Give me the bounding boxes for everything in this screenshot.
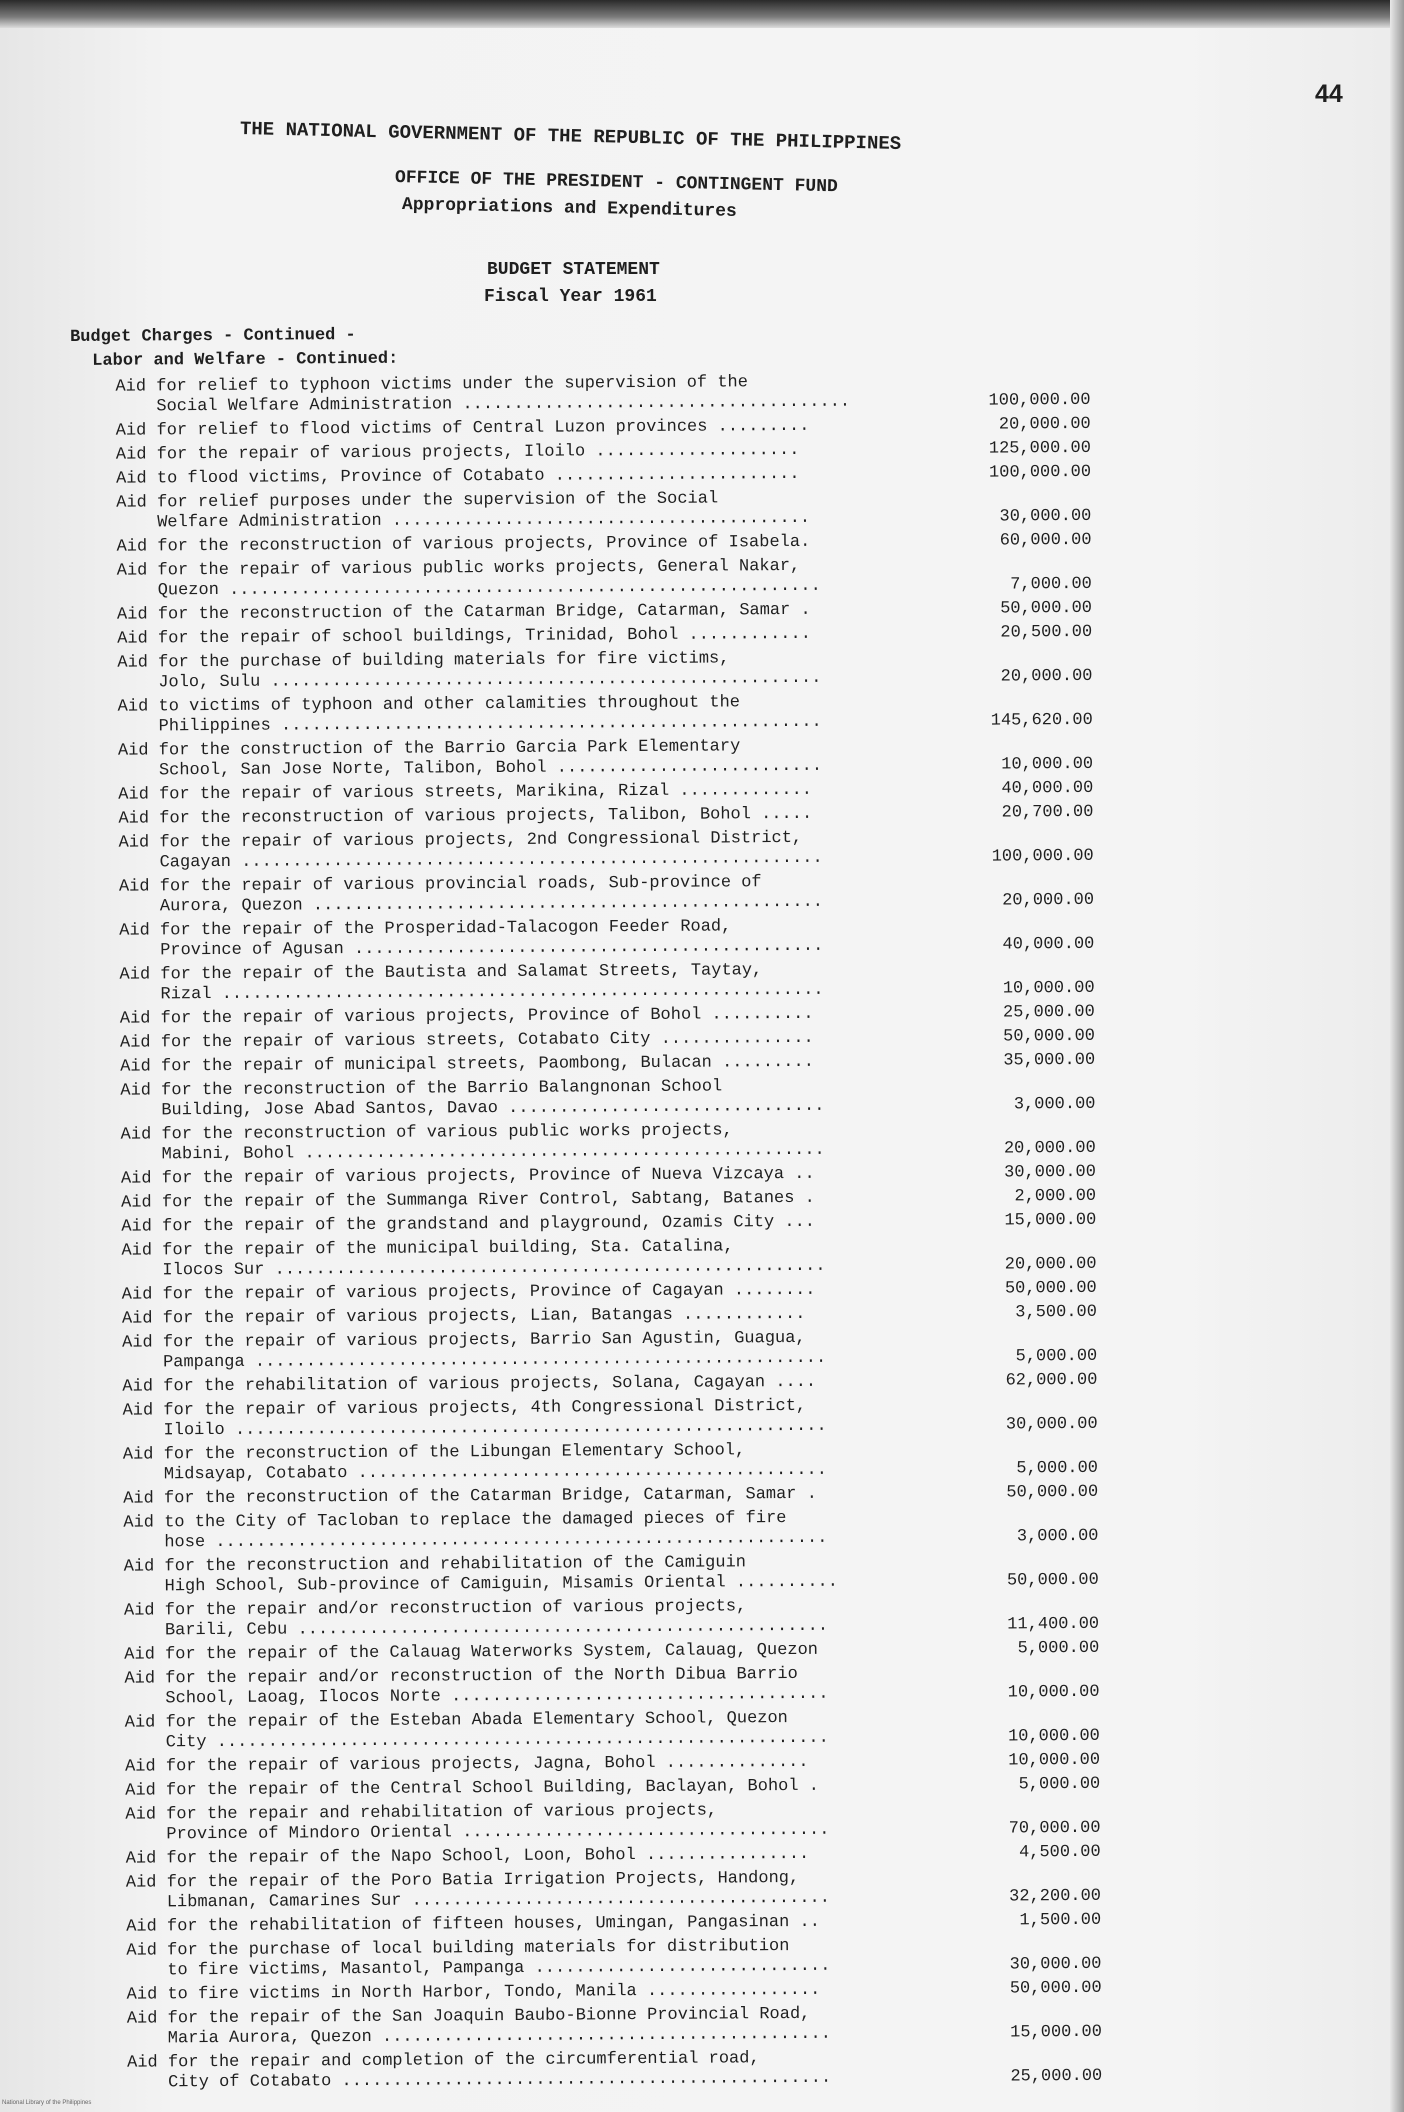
item-amount: 70,000.00 <box>1008 1818 1101 1839</box>
item-description: Aid for the repair of various projects, Barrio San Agustin, Guagua, Pampanga ........................................................ <box>122 1328 827 1373</box>
budget-item <box>71 487 1091 534</box>
item-description: Aid for relief purposes under the supervision of the Social Welfare Administration ......................................... <box>116 489 811 533</box>
item-amount: 3,000.00 <box>1016 1526 1099 1547</box>
item-amount: 4,500.00 <box>1018 1842 1101 1863</box>
item-amount: 15,000.00 <box>1010 2022 1103 2043</box>
budget-item <box>76 1235 1096 1282</box>
item-amount: 30,000.00 <box>999 506 1092 527</box>
page-number: 44 <box>1315 80 1343 108</box>
item-description: Aid for the repair of the Prosperidad-Talacogon Feeder Road, Province of Agusan .............................................. <box>119 917 824 961</box>
budget-item <box>72 647 1092 694</box>
item-description: Aid for the repair of various projects, Jagna, Bohol .............. <box>124 1752 809 1777</box>
item-amount: 100,000.00 <box>988 390 1091 411</box>
budget-item <box>77 1279 1097 1306</box>
item-description: Aid for the repair of various projects, Province of Cagayan ........ <box>121 1280 816 1305</box>
item-description: Aid for the repair of various public works projects, General Nakar, Quezon .......................................................... <box>116 556 821 601</box>
budget-item <box>82 2003 1102 2050</box>
library-footer: National Library of the Philippines <box>2 2100 92 2106</box>
item-amount: 20,000.00 <box>1002 890 1095 911</box>
budget-item <box>79 1551 1099 1598</box>
office-title: OFFICE OF THE PRESIDENT - CONTINGENT FUND <box>394 168 838 198</box>
item-description: Aid for the repair of the Esteban Abada Elementary School, Quezon City ............................................................ <box>124 1709 829 1753</box>
budget-item <box>75 1027 1095 1054</box>
item-description: Aid for the repair of municipal streets, Paombong, Bulacan ......... <box>120 1052 814 1077</box>
budget-item <box>78 1507 1098 1554</box>
budget-item <box>78 1439 1098 1486</box>
item-description: Aid for the reconstruction of various projects, Talibon, Bohol ..... <box>118 804 813 829</box>
budget-item <box>71 415 1091 442</box>
item-amount: 100,000.00 <box>991 846 1094 867</box>
item-description: Aid for the repair of various projects, Iloilo .................... <box>115 440 800 465</box>
item-description: Aid for the purchase of local building materials for distribution to fire victims, Masantol, Pampanga ............................. <box>126 1937 831 1981</box>
item-description: Aid for the repair of various projects, Province of Nueva Vizcaya .. <box>120 1164 815 1189</box>
item-description: Aid for the repair and/or reconstruction of the North Dibua Barrio School, Laoag, Ilocos Norte ..................................... <box>124 1664 829 1709</box>
item-amount: 50,000.00 <box>1009 1978 1102 1999</box>
budget-item <box>74 871 1094 918</box>
item-description: Aid for the repair of the Central School Building, Baclayan, Bohol . <box>125 1776 819 1801</box>
budget-item <box>77 1371 1097 1398</box>
item-description: Aid to victims of typhoon and other calamities throughout the Philippines ..................................................... <box>117 693 822 737</box>
budget-item <box>78 1483 1098 1510</box>
item-amount: 11,400.00 <box>1007 1614 1100 1635</box>
scan-top-shadow <box>0 0 1404 28</box>
government-title: THE NATIONAL GOVERNMENT OF THE REPUBLIC OF THE PHILIPPINES <box>239 118 902 156</box>
budget-item <box>75 1051 1095 1078</box>
item-amount: 40,000.00 <box>1002 934 1095 955</box>
item-amount: 30,000.00 <box>1004 1162 1096 1183</box>
item-description: Aid for relief to typhoon victims under the supervision of the Social Welfare Administration ...................................... <box>115 373 851 417</box>
item-amount: 20,500.00 <box>1000 622 1093 643</box>
subsection-heading: Labor and Welfare - Continued: <box>92 349 399 371</box>
budget-item <box>81 1867 1101 1914</box>
budget-item <box>77 1327 1097 1374</box>
item-description: Aid to flood victims, Province of Cotabato ........................ <box>116 464 800 489</box>
budget-item <box>73 779 1093 806</box>
budget-items-list <box>70 371 1102 2094</box>
item-description: Aid for the repair of the grandstand and playground, Ozamis City ... <box>121 1212 816 1237</box>
item-amount: 30,000.00 <box>1005 1414 1098 1435</box>
item-description: Aid for the repair of various provincial roads, Sub-province of Aurora, Quezon .................................................. <box>118 873 824 917</box>
budget-item <box>73 803 1093 830</box>
budget-item <box>73 691 1093 738</box>
item-amount: 5,000.00 <box>1017 1638 1100 1659</box>
item-description: Aid for the repair of various streets, Cotabato City ............... <box>119 1028 814 1053</box>
budget-item <box>74 959 1094 1006</box>
item-amount: 20,000.00 <box>998 414 1091 435</box>
budget-body <box>70 319 1103 2093</box>
item-amount: 50,000.00 <box>1006 1570 1099 1591</box>
item-amount: 1,500.00 <box>1019 1910 1102 1931</box>
budget-item <box>72 599 1092 626</box>
budget-item <box>70 371 1090 418</box>
item-description: Aid for the reconstruction of various public works projects, Mabini, Bohol ................................................... <box>120 1121 825 1165</box>
item-amount: 2,000.00 <box>1014 1186 1097 1207</box>
item-amount: 35,000.00 <box>1003 1050 1096 1071</box>
item-amount: 10,000.00 <box>1001 754 1094 775</box>
item-amount: 10,000.00 <box>1008 1750 1101 1771</box>
budget-statement-title: BUDGET STATEMENT <box>487 260 660 280</box>
item-amount: 125,000.00 <box>988 438 1091 459</box>
item-description: Aid for the reconstruction of the Barrio Balangnonan School Building, Jose Abad Santos, Davao ............................... <box>120 1077 825 1121</box>
item-amount: 5,000.00 <box>1016 1458 1099 1479</box>
item-description: Aid for the repair of the municipal building, Sta. Catalina, Ilocos Sur ...................................................... <box>121 1237 826 1281</box>
item-description: Aid for the reconstruction and rehabilitation of the Camiguin High School, Sub-province of Camiguin, Misamis Oriental .......... <box>123 1553 838 1597</box>
item-amount: 3,500.00 <box>1015 1302 1097 1323</box>
budget-item <box>74 827 1094 874</box>
item-amount: 20,000.00 <box>1003 1138 1096 1159</box>
budget-item <box>76 1187 1096 1214</box>
item-amount: 100,000.00 <box>988 462 1092 483</box>
budget-item <box>73 735 1093 782</box>
budget-item <box>71 531 1091 558</box>
item-description: Aid for the repair of the Napo School, Loon, Bohol ................ <box>125 1844 810 1869</box>
budget-item <box>80 1707 1100 1754</box>
section-heading: Budget Charges - Continued - <box>70 326 356 347</box>
item-amount: 60,000.00 <box>999 530 1092 551</box>
item-description: Aid for the reconstruction of various projects, Province of Isabela. <box>116 532 811 557</box>
item-description: Aid for the repair of various projects, 4th Congressional District, Iloilo .......................................................... <box>122 1396 827 1441</box>
item-amount: 15,000.00 <box>1004 1210 1097 1231</box>
item-description: Aid for the repair of various projects, Province of Bohol .......... <box>119 1004 814 1029</box>
item-description: Aid for the construction of the Barrio Garcia Park Elementary School, San Jose Norte, Talibon, Bohol .......................... <box>117 737 823 781</box>
item-amount: 30,000.00 <box>1009 1954 1102 1975</box>
budget-item <box>82 2047 1102 2094</box>
item-amount: 10,000.00 <box>1007 1726 1100 1747</box>
budget-item <box>81 1843 1101 1870</box>
item-amount: 20,000.00 <box>1004 1254 1097 1275</box>
item-description: Aid for the reconstruction of the Catarman Bridge, Catarman, Samar . <box>116 600 811 625</box>
item-description: Aid for the repair of various streets, Marikina, Rizal ............. <box>118 780 813 805</box>
item-amount: 10,000.00 <box>1007 1682 1100 1703</box>
budget-item <box>71 439 1091 466</box>
budget-item <box>76 1119 1096 1166</box>
item-description: Aid for the repair of the Poro Batia Irrigation Projects, Handong, Libmanan, Camarines Sur ......................................... <box>125 1868 830 1913</box>
item-description: Aid for relief to flood victims of Central Luzon provinces ......... <box>115 416 810 441</box>
item-description: Aid for the rehabilitation of various projects, Solana, Cagayan .... <box>122 1372 817 1397</box>
item-description: Aid for the repair of various projects, 2nd Congressional District, Cagayan ......................................................... <box>118 828 823 873</box>
item-description: Aid for the rehabilitation of fifteen houses, Umingan, Pangasinan .. <box>126 1912 820 1937</box>
budget-item <box>79 1663 1099 1710</box>
budget-item <box>79 1595 1099 1642</box>
item-amount: 5,000.00 <box>1015 1346 1098 1367</box>
item-description: Aid to the City of Tacloban to replace the damaged pieces of fire hose ............................................................ <box>123 1509 828 1553</box>
item-amount: 20,000.00 <box>1000 666 1093 687</box>
budget-item <box>75 1075 1095 1122</box>
item-amount: 50,000.00 <box>1003 1026 1096 1047</box>
item-description: Aid for the repair of the San Joaquin Baubo-Bionne Provincial Road, Maria Aurora, Quezon ............................................ <box>126 2004 831 2049</box>
item-description: Aid for the repair of various projects, Lian, Batangas ............ <box>121 1304 806 1329</box>
budget-item <box>81 1911 1101 1938</box>
budget-item <box>80 1775 1100 1802</box>
budget-item <box>71 463 1091 490</box>
budget-item <box>82 1979 1102 2006</box>
budget-item <box>79 1639 1099 1666</box>
budget-item <box>77 1303 1097 1330</box>
budget-item <box>72 623 1092 650</box>
item-amount: 25,000.00 <box>1002 1002 1095 1023</box>
item-description: Aid for the reconstruction of the Libungan Elementary School, Midsayap, Cotabato .............................................. <box>122 1441 827 1485</box>
item-description: Aid for the repair of the Bautista and Salamat Streets, Taytay, Rizal ........................................................... <box>119 961 824 1005</box>
budget-item <box>80 1751 1100 1778</box>
item-amount: 40,000.00 <box>1001 778 1094 799</box>
item-amount: 32,200.00 <box>1009 1886 1102 1907</box>
budget-item <box>81 1935 1101 1982</box>
item-amount: 25,000.00 <box>1010 2066 1103 2087</box>
budget-item <box>78 1395 1098 1442</box>
item-description: Aid for the repair and rehabilitation of various projects, Province of Mindoro Oriental .................................... <box>125 1801 830 1845</box>
item-amount: 145,620.00 <box>990 710 1093 731</box>
item-amount: 3,000.00 <box>1013 1094 1096 1115</box>
item-amount: 50,000.00 <box>1004 1278 1097 1299</box>
budget-item <box>76 1211 1096 1238</box>
budget-item <box>74 915 1094 962</box>
item-description: Aid for the purchase of building materials for fire victims, Jolo, Sulu ...................................................... <box>117 649 822 693</box>
item-description: Aid for the repair of school buildings, Trinidad, Bohol ............ <box>117 624 811 649</box>
budget-item <box>75 1003 1095 1030</box>
item-amount: 5,000.00 <box>1018 1774 1101 1795</box>
item-amount: 50,000.00 <box>1000 598 1093 619</box>
scan-right-edge <box>1390 0 1404 2112</box>
item-description: Aid to fire victims in North Harbor, Tondo, Manila ................. <box>126 1980 821 2005</box>
appropriations-subtitle: Appropriations and Expenditures <box>401 195 737 223</box>
item-description: Aid for the repair and/or reconstruction of various projects, Barili, Cebu .................................................... <box>123 1597 829 1641</box>
item-description: Aid for the repair and completion of the circumferential road, City of Cotabato ................................................ <box>127 2049 832 2093</box>
item-description: Aid for the reconstruction of the Catarman Bridge, Catarman, Samar . <box>123 1484 817 1509</box>
item-amount: 10,000.00 <box>1002 978 1095 999</box>
item-amount: 62,000.00 <box>1005 1370 1098 1391</box>
budget-item <box>72 555 1092 602</box>
item-amount: 50,000.00 <box>1006 1482 1099 1503</box>
budget-item <box>80 1799 1100 1846</box>
item-description: Aid for the repair of the Calauag Waterworks System, Calauag, Quezon <box>124 1640 819 1665</box>
item-description: Aid for the repair of the Summanga River Control, Sabtang, Batanes . <box>121 1188 815 1213</box>
item-amount: 7,000.00 <box>1010 574 1092 595</box>
item-amount: 20,700.00 <box>1001 802 1094 823</box>
budget-item <box>76 1163 1096 1190</box>
fiscal-year: Fiscal Year 1961 <box>484 287 657 307</box>
